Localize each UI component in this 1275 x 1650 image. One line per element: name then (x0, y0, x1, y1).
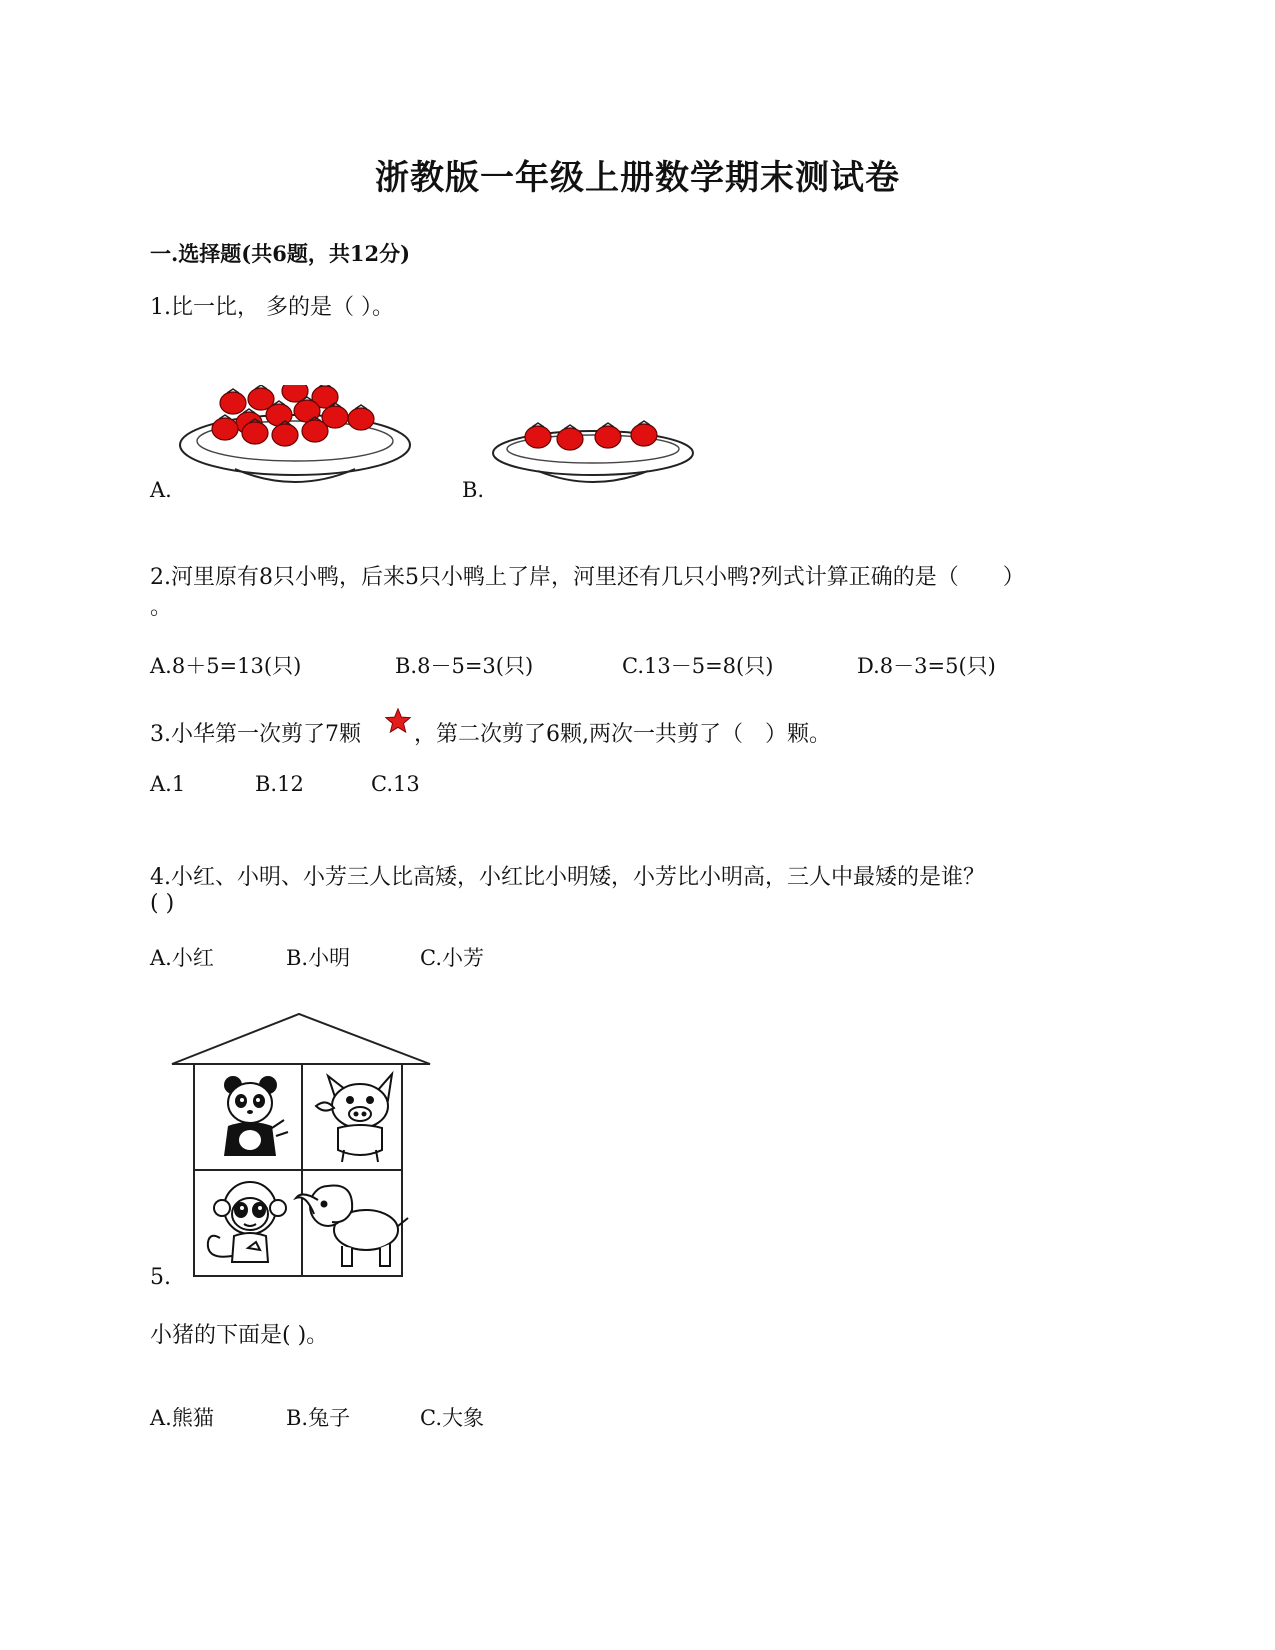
tomato-icon (595, 423, 621, 448)
tomato-icon (557, 425, 583, 450)
question-3-option-a: A.1 (150, 772, 186, 796)
question-5-number: 5. (150, 1265, 171, 1290)
question-3-option-c: C.13 (371, 772, 420, 796)
tomato-icon (525, 423, 551, 448)
question-4-option-c: C.小芳 (420, 946, 484, 970)
question-2-stem: 2.河里原有8只小鸭，后来5只小鸭上了岸，河里还有几只小鸭?列式计算正确的是（ ） (150, 565, 1025, 590)
question-2-option-d: D.8－3=5(只) (857, 654, 996, 678)
question-4-option-b: B.小明 (286, 946, 351, 970)
question-4-option-a: A.小红 (150, 946, 214, 970)
question-1-stem: 1.比一比， 多的是（ ）。 (150, 295, 394, 320)
tomato-icon (631, 421, 657, 446)
tomato-icon (220, 389, 246, 414)
question-2-option-c: C.13－5=8(只) (622, 654, 774, 678)
question-1-option-a-label: A. (150, 478, 172, 502)
question-4-stem: 4.小红、小明、小芳三人比高矮，小红比小明矮，小芳比小明高，三人中最矮的是谁？ (150, 865, 985, 890)
question-5-option-a: A.熊猫 (150, 1406, 214, 1430)
question-3-option-b: B.12 (255, 772, 304, 796)
animal-house-image (168, 1010, 438, 1280)
section-heading: 一.选择题(共6题，共12分) (150, 241, 411, 266)
question-4-stem-continued: ( ) (150, 891, 175, 916)
plate-with-few-fruits-image (488, 415, 703, 495)
question-5-option-c: C.大象 (420, 1406, 484, 1430)
question-2-stem-continued: 。 (150, 595, 173, 620)
tomato-icon (348, 405, 374, 430)
question-5-option-b: B.兔子 (286, 1406, 351, 1430)
question-3-stem-part1: 3.小华第一次剪了7颗 (150, 722, 361, 747)
star-icon (384, 707, 412, 735)
page-title: 浙教版一年级上册数学期末测试卷 (375, 158, 900, 198)
question-3-stem-part2: ，第二次剪了6颗,两次一共剪了（ ）颗。 (414, 722, 831, 747)
question-1-option-b-label: B. (462, 478, 485, 502)
question-2-option-a: A.8＋5=13(只) (150, 654, 302, 678)
question-2-option-b: B.8－5=3(只) (395, 654, 534, 678)
plate-with-many-fruits-image (175, 385, 425, 495)
question-5-stem: 小猪的下面是( )。 (150, 1323, 329, 1348)
